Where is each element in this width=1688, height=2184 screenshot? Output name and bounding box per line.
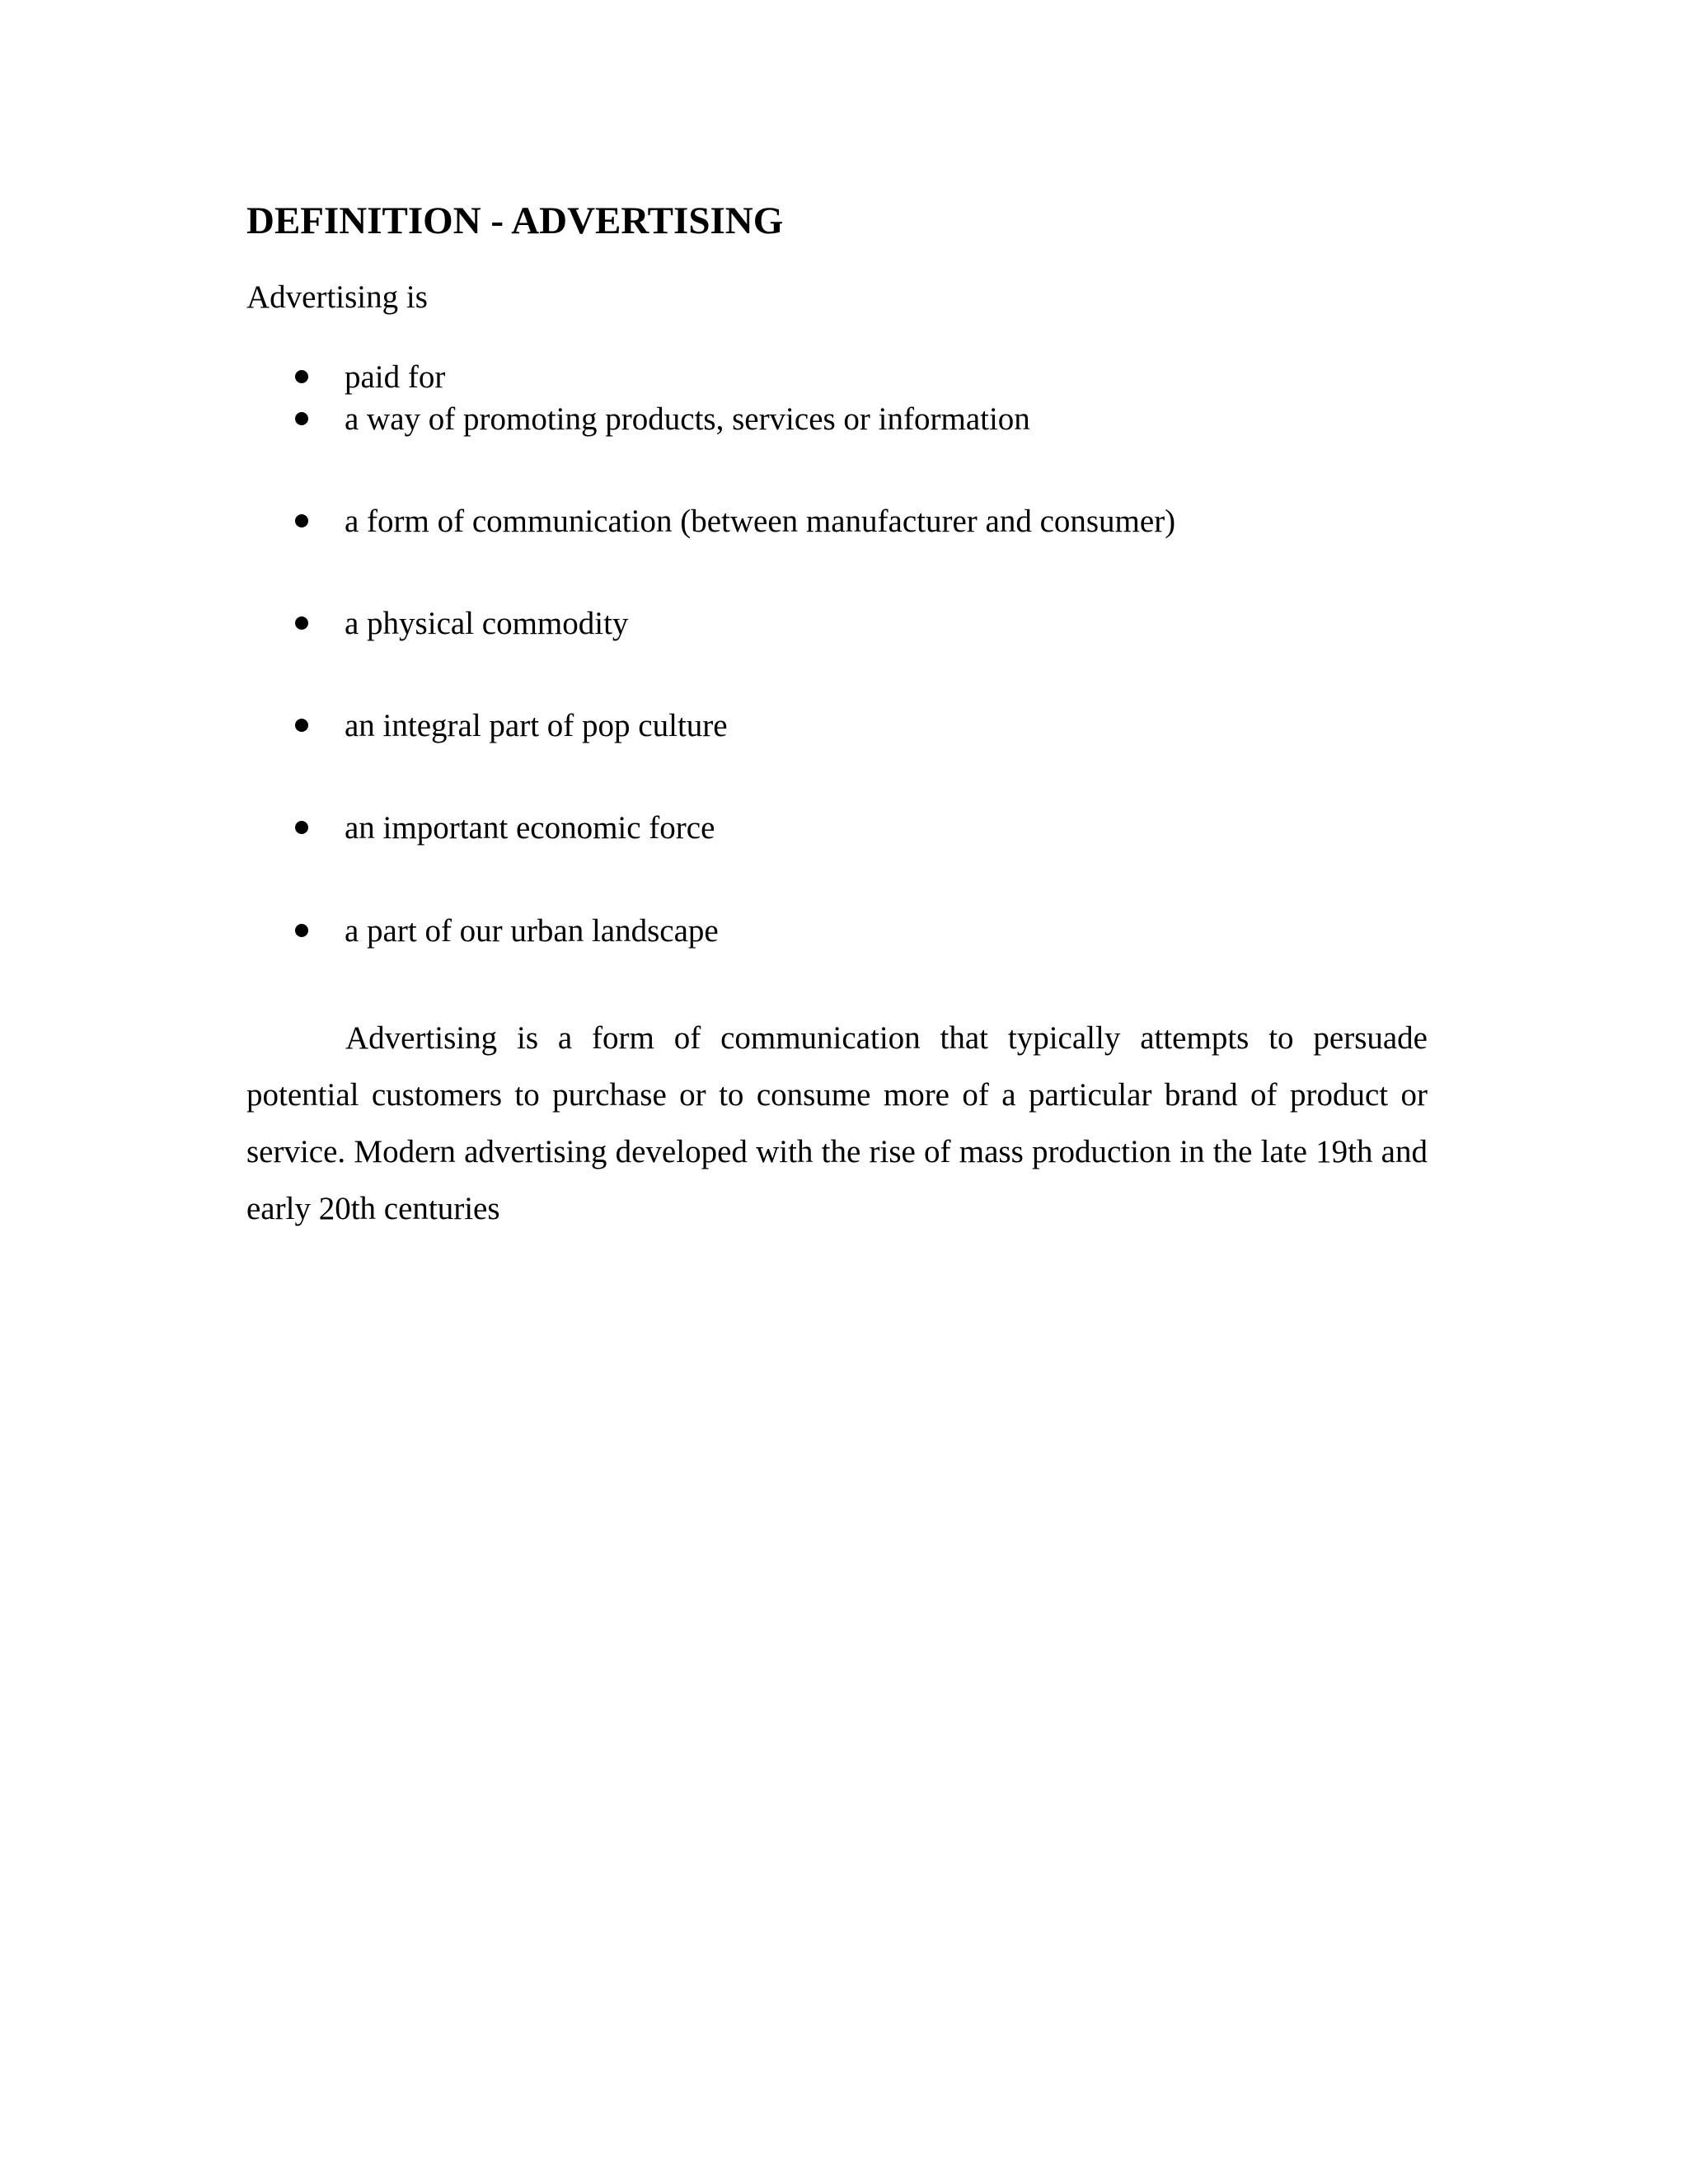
list-item <box>0 808 1484 849</box>
list-item-text: an integral part of pop culture <box>345 708 728 743</box>
intro-text: Advertising is <box>246 279 428 315</box>
list-item <box>0 911 1484 952</box>
page-title: DEFINITION - ADVERTISING <box>246 199 784 242</box>
bullet-icon <box>295 924 308 937</box>
list-item-text: a way of promoting products, services or information <box>345 401 1030 437</box>
bullet-icon <box>295 412 308 425</box>
bullet-icon <box>295 616 308 630</box>
bullet-icon <box>295 370 308 383</box>
body-paragraph: Advertising is a form of communication that typically attempts to persuade potential customers to purchase or to consume more of a particular brand of product or service. Modern advertising developed with the rise of mass production in the late 19th and early 20th centuries <box>246 1020 1428 1226</box>
list-item <box>0 705 1484 747</box>
bullet-icon <box>295 514 308 527</box>
list-item-text: an important economic force <box>345 810 715 846</box>
list-item-text: a part of our urban landscape <box>345 913 719 949</box>
list-item <box>0 501 1484 542</box>
bullet-icon <box>295 719 308 732</box>
list-item <box>0 603 1484 644</box>
list-item-text: a form of communication (between manufacturer and consumer) <box>345 504 1176 539</box>
list-item <box>0 399 1484 440</box>
bullet-icon <box>295 821 308 834</box>
list-item <box>0 357 1484 398</box>
list-item-text: paid for <box>345 359 446 395</box>
list-item-text: a physical commodity <box>345 606 629 641</box>
